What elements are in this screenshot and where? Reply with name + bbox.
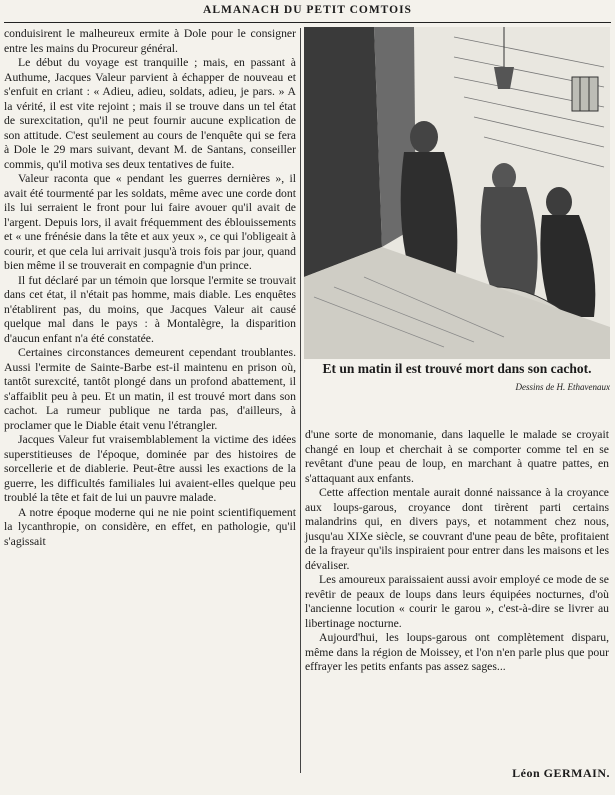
column-rule — [300, 28, 301, 773]
paragraph: Le début du voyage est tranquille ; mais, en passant à Authume, Jacques Valeur parvient à échapper de nouveau et s'enfuit en criant : « Adieu, adieu, soldats, adieu, je pars. » A la vérité, il est vite rejoint ; mais il se trouve dans un tel état de surexcitation, qu'il ne peut fournir aucune explication de son attitude. C'est seulement au cours de l'enquête qui se fera à Dole le 29 mars suivant, devant M. de Santans, conseiller commis, qu'il motiva ses deux tentatives de fuite. — [4, 56, 296, 171]
paragraph: Aujourd'hui, les loups-garous ont complètement disparu, même dans la région de Moissey, et l'on n'en parle plus que pour effrayer les petits enfants pas assez sages... — [305, 631, 609, 673]
illustration — [304, 27, 610, 359]
paragraph: Valeur raconta que « pendant les guerres dernières », il avait été tourmenté par les soldats, même avec une corde dont ils lui serraient le front pour lui faire avouer qu'il avait de l'argent. Depuis lors, il avait fréquemment des éblouissements et « une frénésie dans la tête et aux yeux », ce qui l'obligeait à courir, et que cela lui arrivait jusqu'à trois fois par jour, quand bien même il se trouverait en compagnie d'un prince. — [4, 172, 296, 272]
figure-caption: Et un matin il est trouvé mort dans son cachot. — [322, 361, 592, 376]
paragraph: Certaines circonstances demeurent cependant troublantes. Aussi l'ermite de Sainte-Barbe est-il maintenu en prison où, tantôt surexcité, tantôt plongé dans un profond abattement, il s'affaiblit peu à peu. Et un matin, il est trouvé mort dans son cachot. La rumeur publique ne tarda pas, d'ailleurs, à proclamer que le Diable était venu l'étrangler. — [4, 346, 296, 432]
illustration-credit: Dessins de H. Ethavenaux — [515, 382, 610, 392]
paragraph: d'une sorte de monomanie, dans laquelle le malade se croyait changé en loup et cherchait à se comporter comme tel en se revêtant d'une peau de loup, en marchant à quatre pattes, en s'attaquant aux enfants. — [305, 428, 609, 485]
paragraph: Il fut déclaré par un témoin que lorsque l'ermite se trouvait dans cet état, il n'était pas homme, mais diable. Les enquêtes n'établirent pas, du moins, que Jacques Valeur ait causé quelque mal dans le pays : à Montalègre, la disparition d'aucun enfant n'a été constatée. — [4, 273, 296, 345]
paragraph: Cette affection mentale aurait donné naissance à la croyance aux loups-garous, croyance dont tirèrent parti certains malandrins qui, en divers pays, et notamment chez nous, jusqu'au XIXe siècle, se couvrant d'une peau de bête, profitaient de la frayeur qu'ils inspiraient pour entrer dans les maisons et les dévaliser. — [305, 486, 609, 572]
illustration-drawing — [304, 27, 610, 359]
right-column — [305, 428, 609, 675]
left-column — [4, 27, 296, 549]
running-header: ALMANACH DU PETIT COMTOIS — [203, 4, 412, 16]
paragraph: A notre époque moderne qui ne nie point scientifiquement la lycanthropie, on considère, en effet, en pathologie, qu'il s'agissait — [4, 505, 296, 548]
paragraph: conduisirent le malheureux ermite à Dole pour le consigner entre les mains du Procureur général. — [4, 27, 296, 55]
paragraph: Les amoureux paraissaient aussi avoir employé ce mode de se revêtir de peaux de loups dans leurs équipées nocturnes, d'où l'ancienne locution « courir le garou », c'est-à-dire se livrer au libertinage nocturne. — [305, 573, 609, 630]
header-rule — [4, 22, 611, 23]
paragraph: Jacques Valeur fut vraisemblablement la victime des idées superstitieuses de l'époque, dominée par des histoires de sorcellerie et de diablerie. Peut-être aussi les exactions de la guerre, les difficultés familiales lui avaient-elles quelque peu troublé la tête et fait de lui un pauvre malade. — [4, 433, 296, 504]
author-signature: Léon GERMAIN. — [512, 766, 610, 780]
